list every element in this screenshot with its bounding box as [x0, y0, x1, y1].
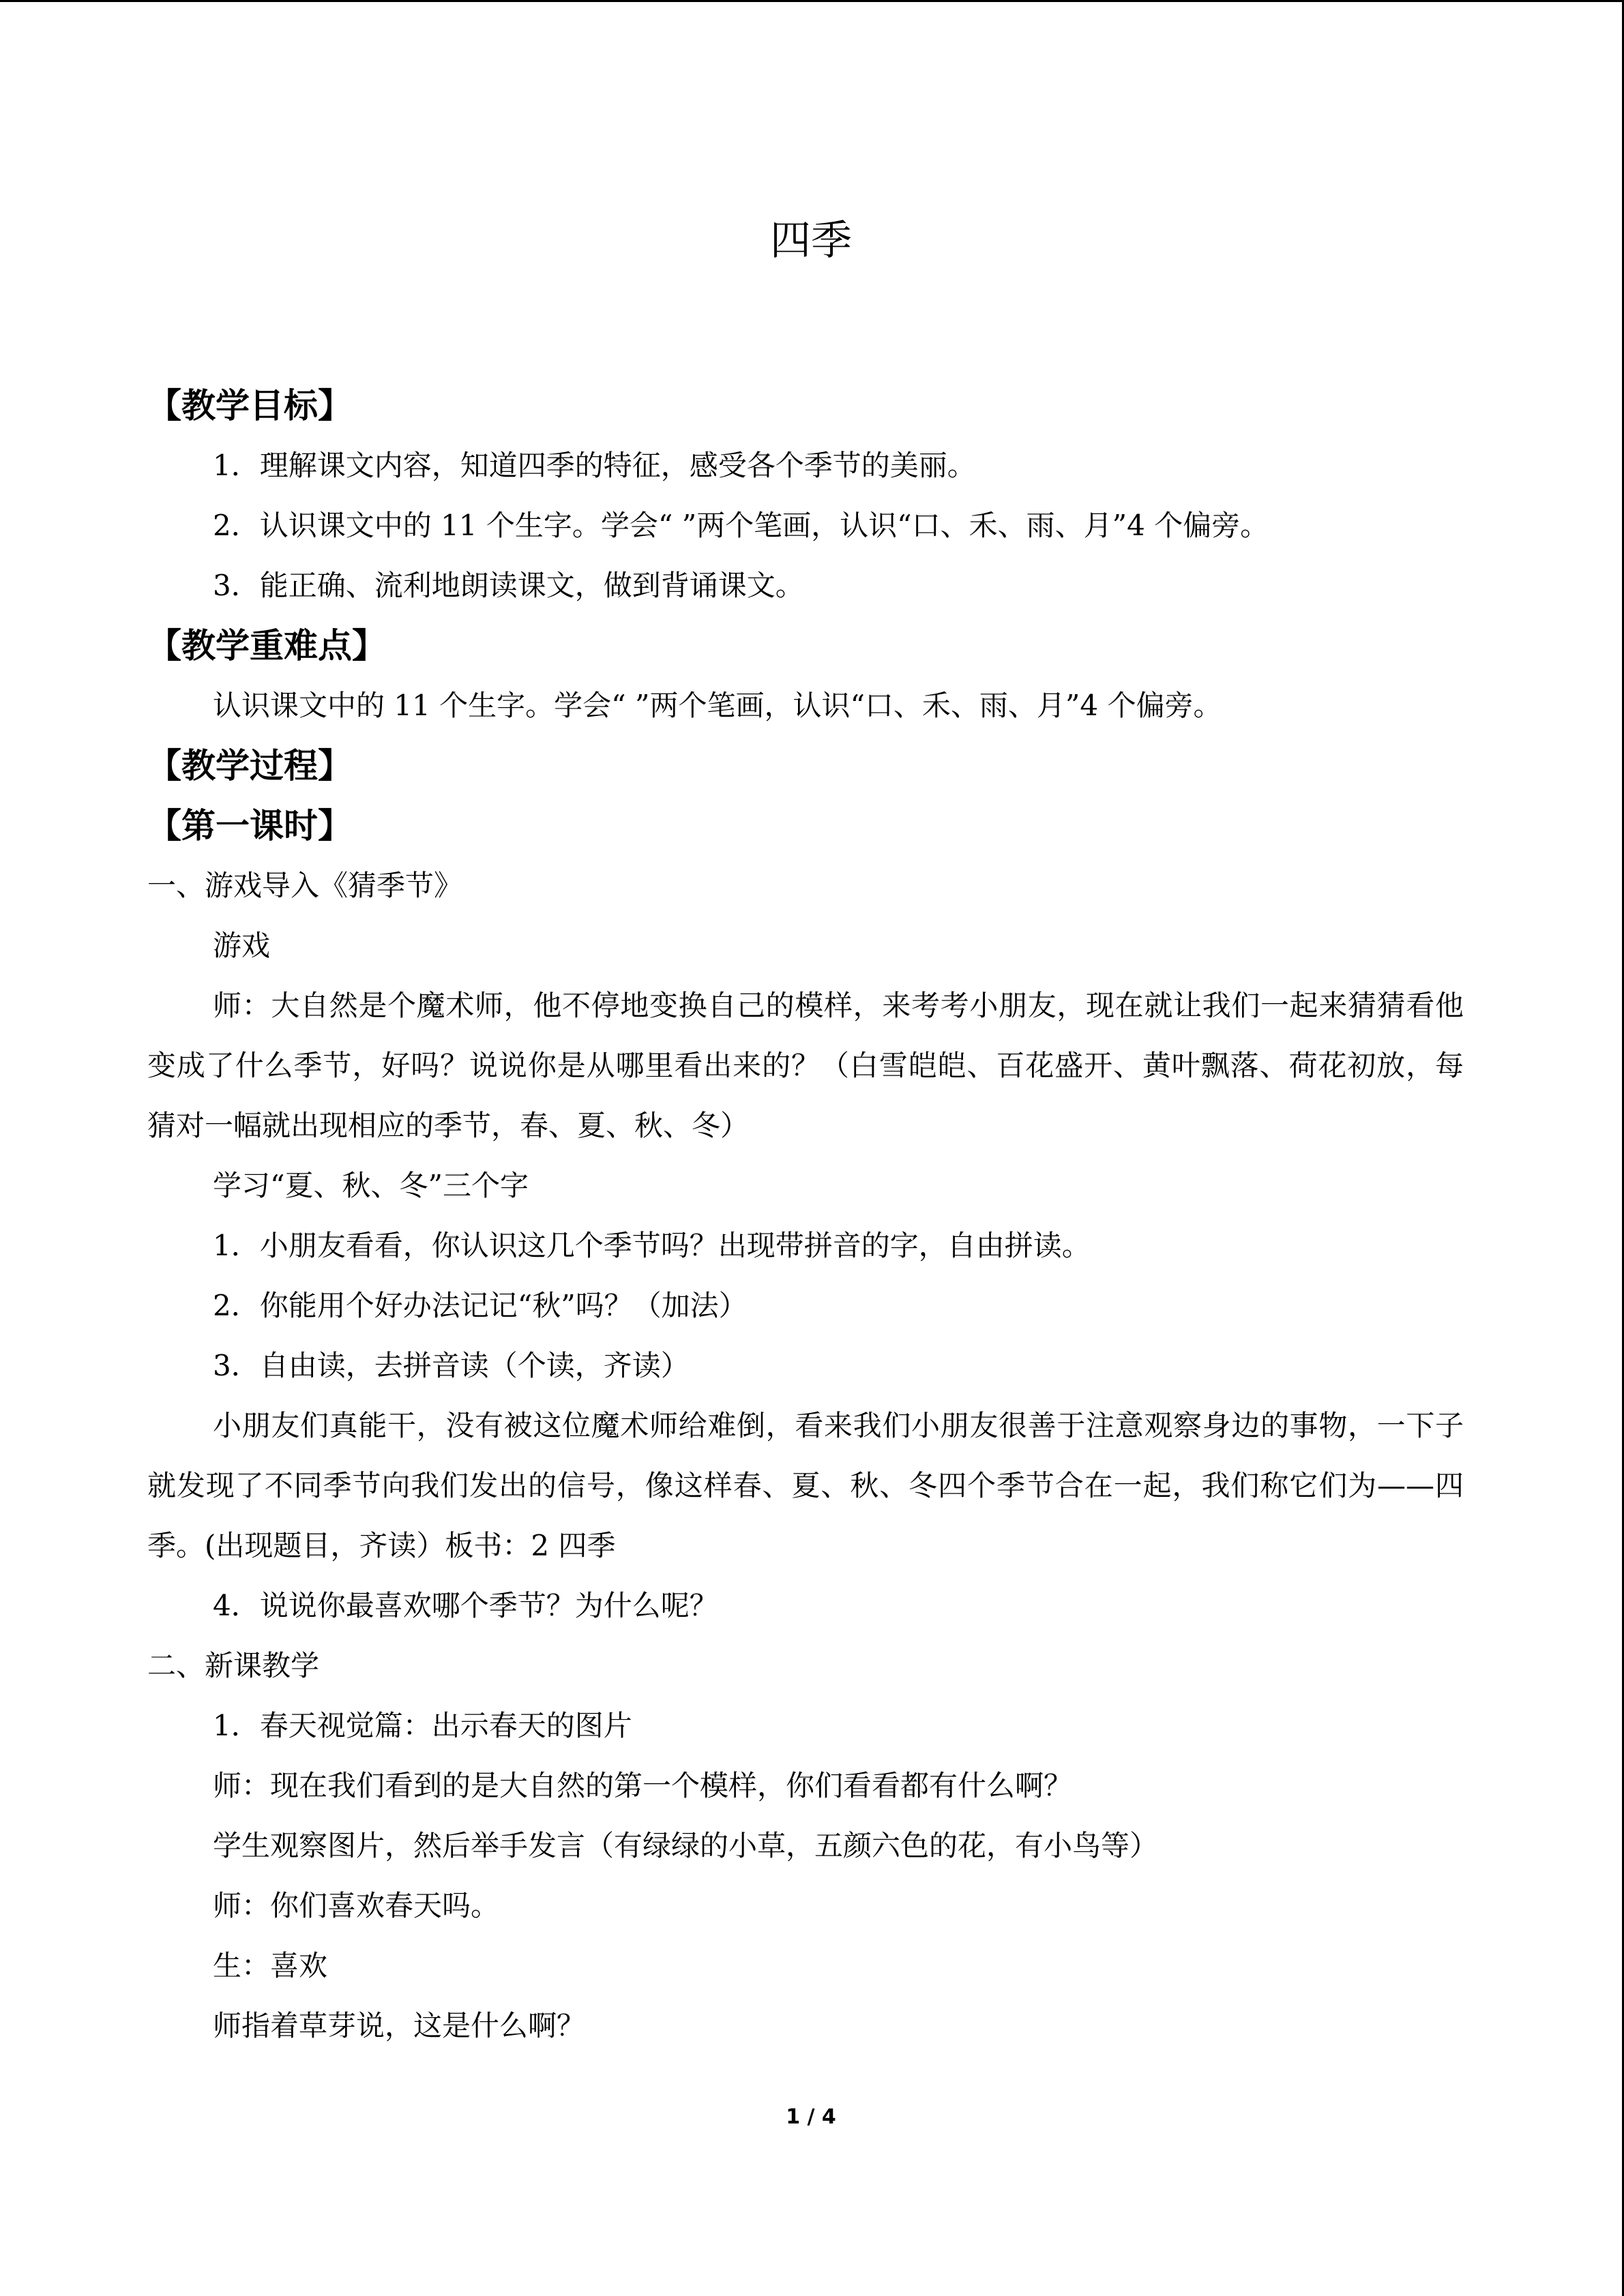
section-heading-lesson-1: 【第一课时】 [147, 806, 352, 846]
step-1: 1．小朋友看看，你认识这几个季节吗？出现带拼音的字，自由拼读。 [213, 1229, 1091, 1262]
game-label: 游戏 [213, 929, 271, 962]
goal-item-3: 3．能正确、流利地朗读课文，做到背诵课文。 [213, 569, 804, 602]
page-title: 四季 [770, 217, 852, 265]
part2-title: 二、新课教学 [147, 1649, 320, 1682]
part1-title: 一、游戏导入《猜季节》 [147, 869, 463, 902]
document-body [147, 376, 1464, 2056]
teacher-question-3: 师指着草芽说，这是什么啊？ [213, 2009, 586, 2042]
key-points-text: 认识课文中的 11 个生字。学会“ ”两个笔画，认识“口、禾、雨、月”4 个偏旁。 [213, 689, 1222, 722]
spring-step-1: 1．春天视觉篇：出示春天的图片 [213, 1709, 632, 1742]
students-observe: 学生观察图片，然后举手发言（有绿绿的小草，五颜六色的花，有小鸟等） [213, 1829, 1159, 1862]
section-heading-process: 【教学过程】 [147, 746, 352, 786]
section-heading-goals: 【教学目标】 [147, 386, 352, 426]
teacher-intro-paragraph: 师：大自然是个魔术师，他不停地变换自己的模样，来考考小朋友，现在就让我们一起来猜猜看他变成了什么季节，好吗？说说你是从哪里看出来的？（白雪皑皑、百花盛开、黄叶飘落、荷花初放，每猜对一幅就出现相应的季节，春、夏、秋、冬） [147, 989, 1464, 1142]
teacher-question-1: 师：现在我们看到的是大自然的第一个模样，你们看看都有什么啊？ [213, 1769, 1073, 1802]
page-number: 1 / 4 [786, 2105, 836, 2129]
step-3: 3．自由读，去拼音读（个读，齐读） [213, 1349, 690, 1382]
goal-item-2: 2．认识课文中的 11 个生字。学会“ ”两个笔画，认识“口、禾、雨、月”4 个偏旁。 [213, 509, 1269, 542]
praise-paragraph: 小朋友们真能干，没有被这位魔术师给难倒，看来我们小朋友很善于注意观察身边的事物，一下子就发现了不同季节向我们发出的信号，像这样春、夏、秋、冬四个季节合在一起，我们称它们为——四季。(出现题目，齐读）板书：2 四季 [147, 1409, 1464, 1562]
step-2: 2．你能用个好办法记记“秋”吗？（加法） [213, 1289, 748, 1322]
section-heading-key-points: 【教学重难点】 [147, 626, 386, 666]
learn-three-characters: 学习“夏、秋、冬”三个字 [213, 1169, 529, 1202]
step-4: 4．说说你最喜欢哪个季节？为什么呢？ [213, 1589, 718, 1622]
student-answer: 生：喜欢 [213, 1949, 328, 1982]
teacher-question-2: 师：你们喜欢春天吗。 [213, 1889, 500, 1922]
goal-item-1: 1．理解课文内容，知道四季的特征，感受各个季节的美丽。 [213, 449, 976, 482]
